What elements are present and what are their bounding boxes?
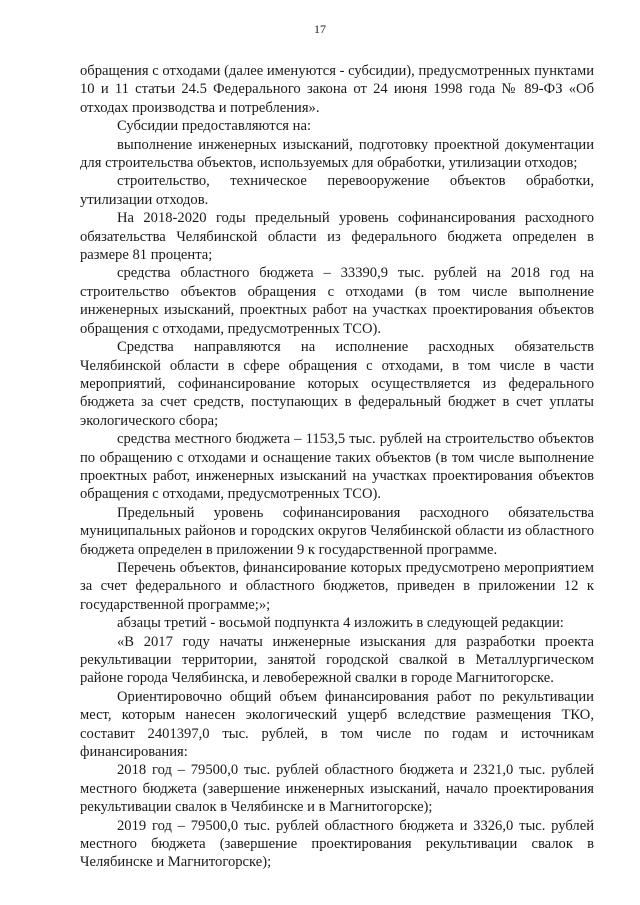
paragraph: средства местного бюджета – 1153,5 тыс. рублей на строительство объектов по обращению с отходами и оснащение таких объектов (в том числе выполнение проектных работ, инженерных изысканий на участках проектирования объектов обращения с отходами, предусмотренных ТСО). xyxy=(80,431,594,503)
document-body xyxy=(80,62,594,872)
page-number: 17 xyxy=(314,22,326,36)
paragraph: На 2018-2020 годы предельный уровень софинансирования расходного обязательства Челябинской области из федерального бюджета определен в размере 81 процента; xyxy=(80,210,594,264)
paragraph: Предельный уровень софинансирования расходного обязательства муниципальных районов и городских округов Челябинской области из областного бюджета определен в приложении 9 к государственной программе. xyxy=(80,504,594,558)
paragraph: Ориентировочно общий объем финансирования работ по рекультивации мест, которым нанесен экологический ущерб вследствие размещения ТКО, составит 2401397,0 тыс. рублей, в том числе по годам и источникам финансирования: xyxy=(80,688,594,761)
paragraph: абзацы третий - восьмой подпункта 4 изложить в следующей редакции: xyxy=(117,615,564,632)
paragraph: 2018 год – 79500,0 тыс. рублей областного бюджета и 2321,0 тыс. рублей местного бюджета (завершение инженерных изысканий, начало проектирования рекультивации свалок в Челябинске и в Магнитогорске); xyxy=(80,762,594,816)
paragraph: «В 2017 году начаты инженерные изыскания для разработки проекта рекультивации территории, занятой городской свалкой в Металлургическом районе города Челябинска, и левобережной свалки в городе Магнитогорске. xyxy=(80,633,594,687)
paragraph: выполнение инженерных изысканий, подготовку проектной документации для строительства объектов, используемых для обработки, утилизации отходов; xyxy=(80,136,594,172)
paragraph: средства областного бюджета – 33390,9 тыс. рублей на 2018 год на строительство объектов обращения с отходами (в том числе выполнение инженерных изысканий, проектных работ на участках проектирования объектов обращения с отходами, предусмотренных ТСО). xyxy=(80,265,594,337)
paragraph: строительство, техническое перевооружение объектов обработки, утилизации отходов. xyxy=(80,173,594,208)
paragraph: 2019 год – 79500,0 тыс. рублей областного бюджета и 3326,0 тыс. рублей местного бюджета (завершение проектирования рекультивации свалок в Челябинске и Магнитогорске); xyxy=(80,817,594,871)
paragraph: Средства направляются на исполнение расходных обязательств Челябинской области в сфере обращения с отходами, в том числе в части мероприятий, софинансирование которых осуществляется из федерального бюджета за счет средств, поступающих в федеральный бюджет в счет уплаты экологического сбора; xyxy=(80,339,594,429)
paragraph: Субсидии предоставляются на: xyxy=(117,118,312,135)
paragraph: обращения с отходами (далее именуются - субсидии), предусмотренных пунктами 10 и 11 статьи 24.5 Федерального закона от 24 июня 1998 года № 89-ФЗ «Об отходах производства и потребления». xyxy=(80,63,594,116)
paragraph: Перечень объектов, финансирование которых предусмотрено мероприятием за счет федерального и областного бюджетов, приведен в приложении 12 к государственной программе;»; xyxy=(80,559,594,613)
